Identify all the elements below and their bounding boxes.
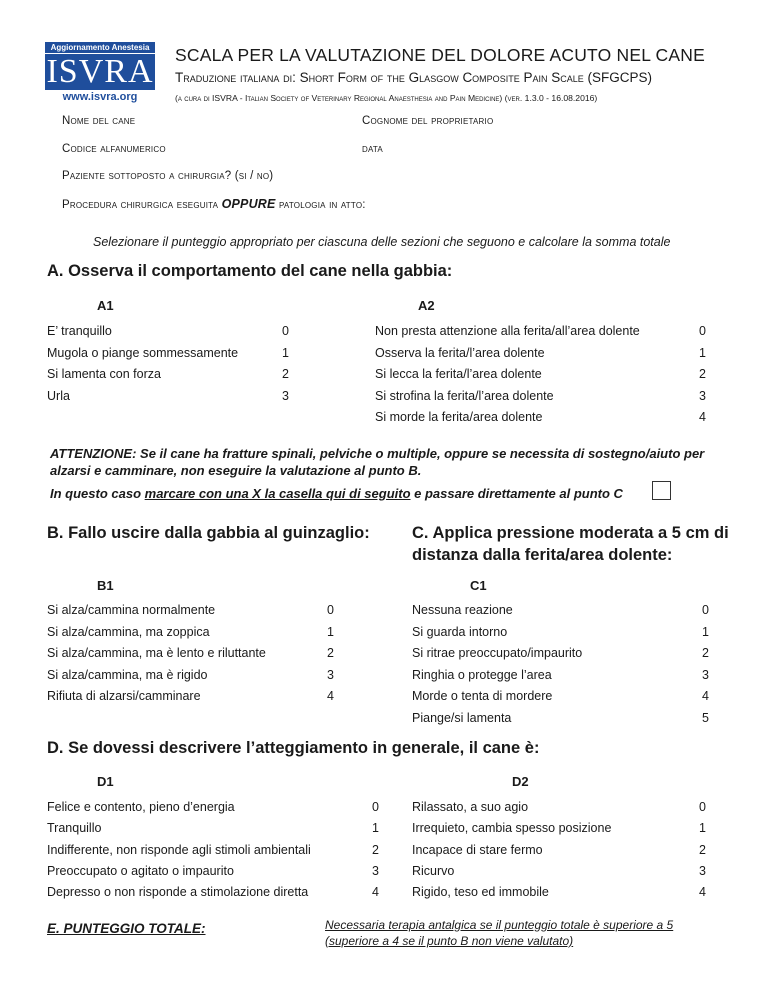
c1-item-text: Piange/si lamenta — [412, 710, 512, 725]
c1-item-text: Si guarda intorno — [412, 624, 508, 639]
a1-item-text: Mugola o piange sommessamente — [47, 345, 239, 360]
d2-item-text: Irrequieto, cambia spesso posizione — [412, 821, 612, 836]
b1-item-score[interactable]: 0 — [327, 603, 334, 617]
c1-item-score[interactable]: 5 — [702, 710, 709, 725]
a2-item-score[interactable]: 0 — [699, 324, 706, 338]
dog-name-field: Nome del cane — [62, 115, 136, 127]
d2-label: D2 — [512, 774, 529, 789]
warning-instruction — [50, 485, 623, 502]
a2-item-text: Si strofina la ferita/l’area dolente — [375, 388, 554, 403]
procedure-field — [62, 197, 366, 211]
logo-url: www.isvra.org — [62, 91, 138, 103]
d1-item-score[interactable]: 2 — [372, 842, 379, 857]
b1-item-text: Si alza/cammina, ma è lento e riluttante — [47, 646, 266, 660]
a1-label: A1 — [97, 298, 114, 313]
d2-item-score[interactable]: 1 — [699, 821, 706, 836]
warning-underlined: marcare con una X la casella qui di seguito — [144, 486, 411, 501]
c1-label: C1 — [470, 578, 487, 593]
warning-text: ATTENZIONE: Se il cane ha fratture spinali, pelviche o multiple, oppure se necessita di sostegno/aiuto per alzarsi e camminare, non eseguire la valutazione al punto B. — [50, 446, 705, 478]
logo-name: ISVRA — [46, 53, 154, 90]
d1-label: D1 — [97, 774, 114, 789]
d2-item-score[interactable]: 2 — [699, 842, 706, 857]
a2-item-text: Si morde la ferita/area dolente — [375, 410, 543, 424]
c1-item-score[interactable]: 0 — [702, 603, 709, 617]
a2-item-text: Osserva la ferita/l’area dolente — [375, 345, 545, 360]
a1-item-text: E’ tranquillo — [47, 324, 112, 338]
b1-item-score[interactable]: 3 — [327, 667, 334, 682]
section-d-heading: D. Se dovessi descrivere l’atteggiamento in generale, il cane è: — [47, 739, 540, 757]
c1-item-text: Si ritrae preoccupato/impaurito — [412, 646, 583, 660]
a2-label: A2 — [418, 298, 435, 313]
d2-item-score[interactable]: 0 — [699, 800, 706, 814]
a1-item-score[interactable]: 3 — [282, 388, 289, 403]
a2-item-score[interactable]: 3 — [699, 388, 706, 403]
b1-item-text: Si alza/cammina, ma è rigido — [47, 667, 208, 682]
d2-item-score[interactable]: 4 — [699, 885, 706, 900]
d1-item-score[interactable]: 3 — [372, 863, 379, 878]
d1-item-text: Preoccupato o agitato o impaurito — [47, 863, 234, 878]
code-field: Codice alfanumerico — [62, 143, 166, 155]
isvra-logo — [45, 42, 155, 104]
d2-item-text: Rilassato, a suo agio — [412, 800, 529, 814]
d2-item-text: Rigido, teso ed immobile — [412, 885, 549, 900]
c1-item-text: Nessuna reazione — [412, 603, 513, 617]
page-subtitle: Traduzione italiana di: Short Form of the Glasgow Composite Pain Scale (SFGCPS) — [175, 70, 652, 85]
b1-item-text: Rifiuta di alzarsi/camminare — [47, 689, 201, 703]
c1-item-text: Morde o tenta di mordere — [412, 689, 553, 703]
instruction-text: Selezionare il punteggio appropriato per ciascuna delle sezioni che seguono e calcolare la somma totale — [93, 235, 671, 249]
a1-item-score[interactable]: 2 — [282, 367, 289, 381]
d1-item-score[interactable]: 4 — [372, 885, 379, 900]
section-a-heading: A. Osserva il comportamento del cane nella gabbia: — [47, 262, 453, 280]
a1-item-score[interactable]: 1 — [282, 345, 289, 360]
d2-item-text: Ricurvo — [412, 863, 455, 878]
a1-item-text: Si lamenta con forza — [47, 367, 161, 381]
total-note-line1: Necessaria terapia antalgica se il punteggio totale è superiore a 5 — [325, 918, 674, 932]
d1-item-text: Felice e contento, pieno d’energia — [47, 800, 235, 814]
c1-item-text: Ringhia o protegge l’area — [412, 667, 552, 682]
warning-post: e passare direttamente al punto C — [410, 486, 623, 501]
d1-item-score[interactable]: 0 — [372, 800, 379, 814]
b1-item-text: Si alza/cammina normalmente — [47, 603, 216, 617]
section-c-heading-2: distanza dalla ferita/area dolente: — [412, 546, 673, 564]
procedure-post: patologia in atto: — [275, 199, 366, 211]
a2-item-score[interactable]: 1 — [699, 345, 706, 360]
d1-item-score[interactable]: 1 — [372, 821, 379, 836]
page-title: SCALA PER LA VALUTAZIONE DEL DOLORE ACUTO NEL CANE — [175, 45, 705, 65]
b1-item-score[interactable]: 4 — [327, 689, 334, 703]
total-score-label: E. PUNTEGGIO TOTALE: — [47, 921, 206, 936]
a1-item-score[interactable]: 0 — [282, 324, 289, 338]
date-field: data — [362, 143, 383, 155]
a2-item-score[interactable]: 4 — [699, 410, 706, 424]
b1-item-score[interactable]: 1 — [327, 624, 334, 639]
a2-item-score[interactable]: 2 — [699, 367, 706, 381]
c1-item-score[interactable]: 4 — [702, 689, 709, 703]
skip-b-checkbox[interactable] — [652, 481, 671, 500]
procedure-pre: Procedura chirurgica eseguita — [62, 199, 222, 211]
d1-item-text: Indifferente, non risponde agli stimoli ambientali — [47, 842, 311, 857]
d1-item-text: Depresso o non risponde a stimolazione diretta — [47, 885, 309, 900]
d2-item-score[interactable]: 3 — [699, 863, 706, 878]
total-note-line2: (superiore a 4 se il punto B non viene valutato) — [325, 934, 574, 948]
d1-item-text: Tranquillo — [47, 821, 102, 836]
section-c-heading-1: C. Applica pressione moderata a 5 cm di — [412, 524, 729, 542]
section-b-heading: B. Fallo uscire dalla gabbia al guinzaglio: — [47, 524, 370, 542]
a2-item-text: Si lecca la ferita/l’area dolente — [375, 367, 542, 381]
warning-pre: In questo caso — [50, 486, 145, 501]
a1-item-text: Urla — [47, 388, 70, 403]
b1-item-text: Si alza/cammina, ma zoppica — [47, 624, 210, 639]
procedure-emph: OPPURE — [221, 197, 276, 211]
owner-surname-field: Cognome del proprietario — [362, 115, 494, 127]
c1-item-score[interactable]: 3 — [702, 667, 709, 682]
page-credit: (a cura di ISVRA - Italian Society of Veterinary Regional Anaesthesia and Pain Medicine) (ver. 1.3.0 - 16.08.2016) — [175, 93, 598, 103]
a2-item-text: Non presta attenzione alla ferita/all’area dolente — [375, 324, 640, 338]
b1-item-score[interactable]: 2 — [327, 646, 334, 660]
logo-top-text: Aggiornamento Anestesia — [45, 42, 155, 53]
c1-item-score[interactable]: 1 — [702, 624, 709, 639]
surgery-field: Paziente sottoposto a chirurgia? (si / no) — [62, 170, 274, 182]
b1-label: B1 — [97, 578, 114, 593]
d2-item-text: Incapace di stare fermo — [412, 842, 543, 857]
c1-item-score[interactable]: 2 — [702, 646, 709, 660]
